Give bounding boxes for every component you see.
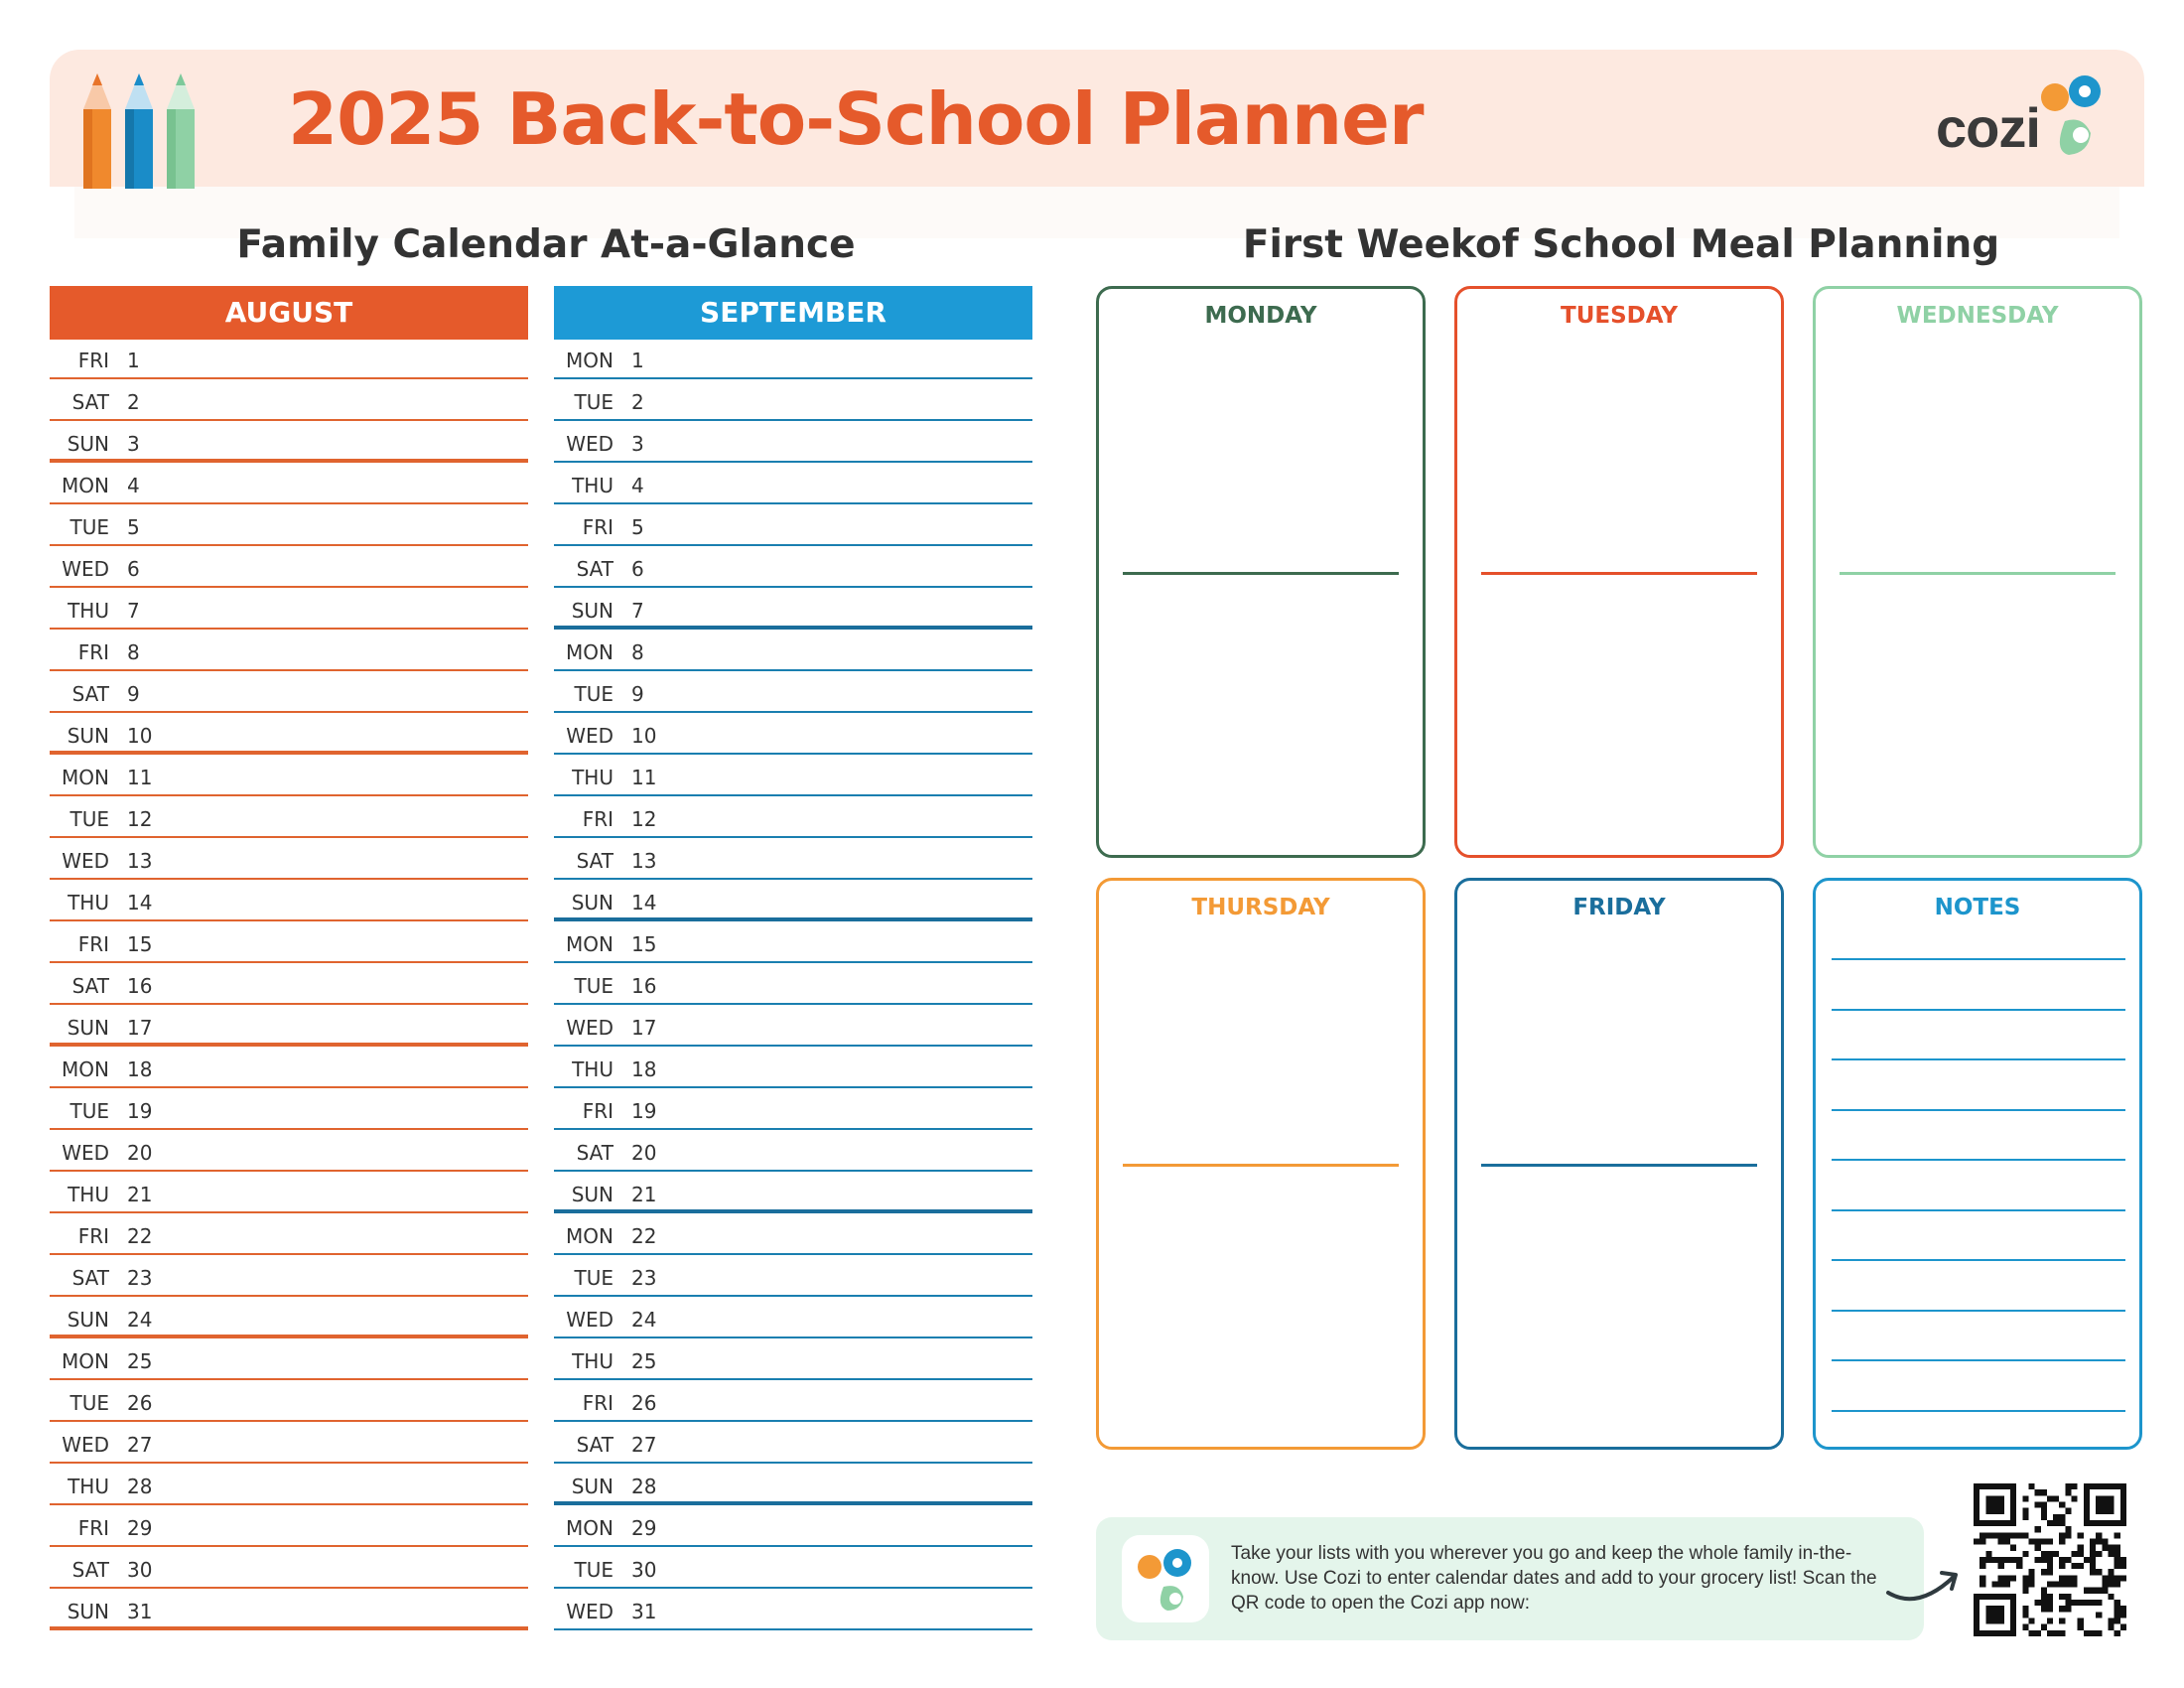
day-number: 14 (631, 891, 657, 914)
day-of-week: THU (68, 1183, 109, 1206)
calendar-day-row[interactable] (50, 1257, 528, 1297)
day-number: 23 (631, 1266, 657, 1290)
day-of-week: THU (572, 1057, 614, 1081)
notes-line (1832, 1159, 2125, 1161)
calendar-day-row[interactable] (554, 1466, 1032, 1505)
august-days (50, 340, 528, 1630)
day-number: 18 (127, 1057, 153, 1081)
day-number: 24 (127, 1308, 153, 1332)
notes-line (1832, 1259, 2125, 1261)
calendar-day-row[interactable] (50, 965, 528, 1005)
notes-line (1832, 1209, 2125, 1211)
calendar-day-row[interactable] (554, 1257, 1032, 1297)
day-of-week: THU (572, 766, 614, 789)
day-of-week: MON (62, 474, 109, 497)
calendar-day-row[interactable] (50, 1424, 528, 1464)
day-of-week: FRI (77, 640, 109, 664)
meal-divider (1840, 572, 2116, 575)
calendar-day-row[interactable] (50, 1466, 528, 1505)
day-of-week: WED (566, 1600, 614, 1623)
meal-divider (1123, 572, 1399, 575)
day-of-week: TUE (574, 974, 614, 998)
cozi-logo (1936, 75, 2113, 163)
day-of-week: TUE (574, 682, 614, 706)
notes-line (1832, 1310, 2125, 1312)
day-of-week: MON (566, 640, 614, 664)
day-of-week: TUE (574, 390, 614, 414)
meal-box-label: WEDNESDAY (1896, 303, 2059, 329)
day-number: 30 (127, 1558, 153, 1582)
notes-line (1832, 1009, 2125, 1011)
day-number: 28 (631, 1475, 657, 1498)
day-of-week: WED (62, 557, 109, 581)
day-of-week: WED (566, 724, 614, 748)
notes-line (1832, 1058, 2125, 1060)
day-of-week: SUN (67, 1600, 109, 1623)
meal-divider (1481, 1164, 1757, 1167)
day-number: 23 (127, 1266, 153, 1290)
day-number: 1 (631, 349, 644, 372)
calendar-day-row[interactable] (554, 340, 1032, 379)
day-number: 13 (631, 849, 657, 873)
calendar-day-row[interactable] (50, 1174, 528, 1213)
calendar-day-row[interactable] (50, 1132, 528, 1172)
calendar-day-row[interactable] (50, 1299, 528, 1338)
day-number: 6 (127, 557, 140, 581)
day-number: 3 (631, 432, 644, 456)
calendar-day-row[interactable] (50, 1382, 528, 1422)
calendar-day-row[interactable] (50, 798, 528, 838)
day-of-week: SAT (576, 1433, 614, 1457)
day-number: 4 (127, 474, 140, 497)
notes-line (1832, 1410, 2125, 1412)
day-number: 11 (127, 766, 153, 789)
day-number: 25 (631, 1349, 657, 1373)
day-of-week: THU (68, 599, 109, 623)
day-number: 31 (127, 1600, 153, 1623)
meal-box-label: FRIDAY (1572, 895, 1666, 920)
day-of-week: THU (572, 474, 614, 497)
notes-line (1832, 1359, 2125, 1361)
day-number: 4 (631, 474, 644, 497)
meal-box-wednesday[interactable] (1813, 286, 2142, 858)
calendar-day-row[interactable] (554, 1382, 1032, 1422)
calendar-day-row[interactable] (554, 423, 1032, 463)
calendar-day-row[interactable] (50, 923, 528, 963)
page-title: 2025 Back-to-School Planner (288, 77, 1424, 161)
day-number: 22 (631, 1224, 657, 1248)
calendar-day-row[interactable] (50, 590, 528, 630)
calendar-day-row[interactable] (50, 340, 528, 379)
month-header: AUGUST (50, 286, 528, 340)
calendar-day-row[interactable] (50, 882, 528, 921)
day-number: 26 (631, 1391, 657, 1415)
calendar-day-row[interactable] (50, 1591, 528, 1630)
calendar-day-row[interactable] (554, 1340, 1032, 1380)
day-number: 17 (631, 1016, 657, 1040)
calendar-day-row[interactable] (554, 1591, 1032, 1630)
calendar-day-row[interactable] (50, 757, 528, 796)
day-number: 17 (127, 1016, 153, 1040)
meal-box-monday[interactable] (1096, 286, 1426, 858)
day-of-week: THU (572, 1349, 614, 1373)
day-number: 29 (631, 1516, 657, 1540)
day-number: 30 (631, 1558, 657, 1582)
meal-box-friday[interactable] (1454, 878, 1784, 1450)
calendar-day-row[interactable] (554, 1215, 1032, 1255)
day-number: 16 (631, 974, 657, 998)
calendar-day-row[interactable] (554, 673, 1032, 713)
meal-box-label: MONDAY (1204, 303, 1317, 329)
day-number: 5 (127, 515, 140, 539)
day-of-week: SAT (576, 849, 614, 873)
day-of-week: MON (566, 932, 614, 956)
promo-text: Take your lists with you wherever you go and keep the whole family in-the-know. Use Cozi to enter calendar dates and add to your grocery list! Scan the QR code to open the Cozi app now: (1231, 1543, 1877, 1614)
calendar-day-row[interactable] (50, 381, 528, 421)
notes-box[interactable] (1813, 878, 2142, 1450)
calendar-day-row[interactable] (50, 1215, 528, 1255)
day-of-week: FRI (582, 1099, 614, 1123)
day-number: 27 (127, 1433, 153, 1457)
calendar-day-row[interactable] (554, 465, 1032, 504)
calendar-day-row[interactable] (50, 840, 528, 880)
calendar-day-row[interactable] (554, 590, 1032, 630)
day-number: 19 (127, 1099, 153, 1123)
calendar-day-row[interactable] (50, 1049, 528, 1088)
day-number: 19 (631, 1099, 657, 1123)
calendar-day-row[interactable] (50, 1340, 528, 1380)
calendar-day-row[interactable] (50, 465, 528, 504)
day-number: 21 (631, 1183, 657, 1206)
colored-pencils-icon (81, 71, 201, 189)
calendar-day-row[interactable] (554, 1174, 1032, 1213)
day-of-week: SAT (71, 974, 109, 998)
notes-label: NOTES (1934, 895, 2021, 920)
calendar-day-row[interactable] (554, 506, 1032, 546)
day-of-week: SUN (571, 1475, 614, 1498)
day-number: 25 (127, 1349, 153, 1373)
calendar-day-row[interactable] (554, 381, 1032, 421)
calendar-day-row[interactable] (554, 1090, 1032, 1130)
calendar-day-row[interactable] (554, 1007, 1032, 1047)
day-number: 9 (631, 682, 644, 706)
calendar-day-row[interactable] (50, 673, 528, 713)
meal-box-tuesday[interactable] (1454, 286, 1784, 858)
calendar-day-row[interactable] (554, 882, 1032, 921)
notes-line (1832, 1109, 2125, 1111)
day-number: 8 (631, 640, 644, 664)
day-number: 8 (127, 640, 140, 664)
calendar-day-row[interactable] (50, 548, 528, 588)
day-of-week: TUE (69, 1099, 109, 1123)
meal-box-label: THURSDAY (1191, 895, 1330, 920)
meal-box-label: TUESDAY (1561, 303, 1678, 329)
day-number: 16 (127, 974, 153, 998)
curved-arrow-icon (1884, 1563, 1964, 1607)
meal-divider (1481, 572, 1757, 575)
notes-line (1832, 958, 2125, 960)
day-of-week: THU (68, 1475, 109, 1498)
day-number: 7 (127, 599, 140, 623)
day-of-week: TUE (574, 1558, 614, 1582)
day-of-week: MON (62, 1057, 109, 1081)
day-of-week: FRI (77, 1224, 109, 1248)
day-number: 27 (631, 1433, 657, 1457)
day-number: 7 (631, 599, 644, 623)
day-of-week: SUN (67, 432, 109, 456)
day-of-week: TUE (69, 515, 109, 539)
day-of-week: WED (62, 849, 109, 873)
month-header: SEPTEMBER (554, 286, 1032, 340)
day-of-week: MON (566, 349, 614, 372)
calendar-day-row[interactable] (554, 1549, 1032, 1589)
day-of-week: SAT (71, 390, 109, 414)
day-number: 2 (127, 390, 140, 414)
day-of-week: SAT (71, 682, 109, 706)
day-number: 11 (631, 766, 657, 789)
calendar-day-row[interactable] (50, 715, 528, 755)
cozi-app-icon (1122, 1535, 1209, 1622)
cozi-mark-icon (2033, 75, 2113, 161)
day-number: 9 (127, 682, 140, 706)
day-of-week: SUN (67, 1308, 109, 1332)
day-of-week: SUN (571, 891, 614, 914)
day-number: 18 (631, 1057, 657, 1081)
calendar-day-row[interactable] (554, 757, 1032, 796)
day-number: 31 (631, 1600, 657, 1623)
day-of-week: SUN (67, 1016, 109, 1040)
day-number: 20 (631, 1141, 657, 1165)
day-of-week: SUN (571, 599, 614, 623)
day-of-week: MON (566, 1224, 614, 1248)
day-number: 29 (127, 1516, 153, 1540)
meal-planning-title: First Weekof School Meal Planning (1242, 222, 2000, 267)
day-number: 15 (631, 932, 657, 956)
day-of-week: SAT (71, 1558, 109, 1582)
calendar-day-row[interactable] (554, 1424, 1032, 1464)
day-number: 13 (127, 849, 153, 873)
calendar-day-row[interactable] (50, 1007, 528, 1047)
day-of-week: WED (566, 432, 614, 456)
day-number: 24 (631, 1308, 657, 1332)
calendar-day-row[interactable] (554, 1507, 1032, 1547)
calendar-day-row[interactable] (554, 715, 1032, 755)
day-number: 22 (127, 1224, 153, 1248)
logo-text: cozi (1936, 96, 2040, 159)
day-number: 12 (631, 807, 657, 831)
day-number: 14 (127, 891, 153, 914)
day-of-week: WED (566, 1016, 614, 1040)
calendar-day-row[interactable] (554, 840, 1032, 880)
day-of-week: FRI (582, 1391, 614, 1415)
calendar-day-row[interactable] (50, 1090, 528, 1130)
day-of-week: MON (566, 1516, 614, 1540)
qr-code[interactable] (1974, 1483, 2126, 1636)
day-of-week: WED (566, 1308, 614, 1332)
day-number: 12 (127, 807, 153, 831)
day-number: 2 (631, 390, 644, 414)
calendar-day-row[interactable] (554, 1132, 1032, 1172)
calendar-day-row[interactable] (554, 1049, 1032, 1088)
calendar-title: Family Calendar At-a-Glance (236, 222, 856, 267)
day-number: 1 (127, 349, 140, 372)
calendar-day-row[interactable] (50, 632, 528, 671)
day-of-week: SAT (576, 557, 614, 581)
day-number: 20 (127, 1141, 153, 1165)
calendar-day-row[interactable] (554, 798, 1032, 838)
day-of-week: MON (62, 766, 109, 789)
day-number: 6 (631, 557, 644, 581)
august-calendar (50, 286, 528, 1632)
calendar-day-row[interactable] (554, 548, 1032, 588)
day-of-week: THU (68, 891, 109, 914)
day-of-week: SUN (67, 724, 109, 748)
day-of-week: FRI (77, 932, 109, 956)
calendar-day-row[interactable] (554, 923, 1032, 963)
day-of-week: SAT (576, 1141, 614, 1165)
day-number: 26 (127, 1391, 153, 1415)
meal-box-thursday[interactable] (1096, 878, 1426, 1450)
calendar-day-row[interactable] (50, 506, 528, 546)
day-of-week: WED (62, 1433, 109, 1457)
day-of-week: FRI (77, 349, 109, 372)
calendar-day-row[interactable] (50, 1507, 528, 1547)
day-of-week: SAT (71, 1266, 109, 1290)
calendar-day-row[interactable] (50, 1549, 528, 1589)
day-of-week: FRI (77, 1516, 109, 1540)
day-number: 21 (127, 1183, 153, 1206)
september-days (554, 340, 1032, 1630)
day-of-week: TUE (574, 1266, 614, 1290)
calendar-day-row[interactable] (554, 1299, 1032, 1338)
calendar-day-row[interactable] (554, 632, 1032, 671)
day-number: 28 (127, 1475, 153, 1498)
september-calendar (554, 286, 1032, 1632)
day-number: 15 (127, 932, 153, 956)
day-number: 3 (127, 432, 140, 456)
day-number: 10 (631, 724, 657, 748)
day-of-week: FRI (582, 807, 614, 831)
day-number: 10 (127, 724, 153, 748)
day-of-week: WED (62, 1141, 109, 1165)
day-of-week: TUE (69, 807, 109, 831)
day-number: 5 (631, 515, 644, 539)
day-of-week: TUE (69, 1391, 109, 1415)
calendar-day-row[interactable] (554, 965, 1032, 1005)
day-of-week: SUN (571, 1183, 614, 1206)
day-of-week: FRI (582, 515, 614, 539)
calendar-day-row[interactable] (50, 423, 528, 463)
meal-divider (1123, 1164, 1399, 1167)
app-promo-banner (1096, 1517, 1924, 1640)
day-of-week: MON (62, 1349, 109, 1373)
